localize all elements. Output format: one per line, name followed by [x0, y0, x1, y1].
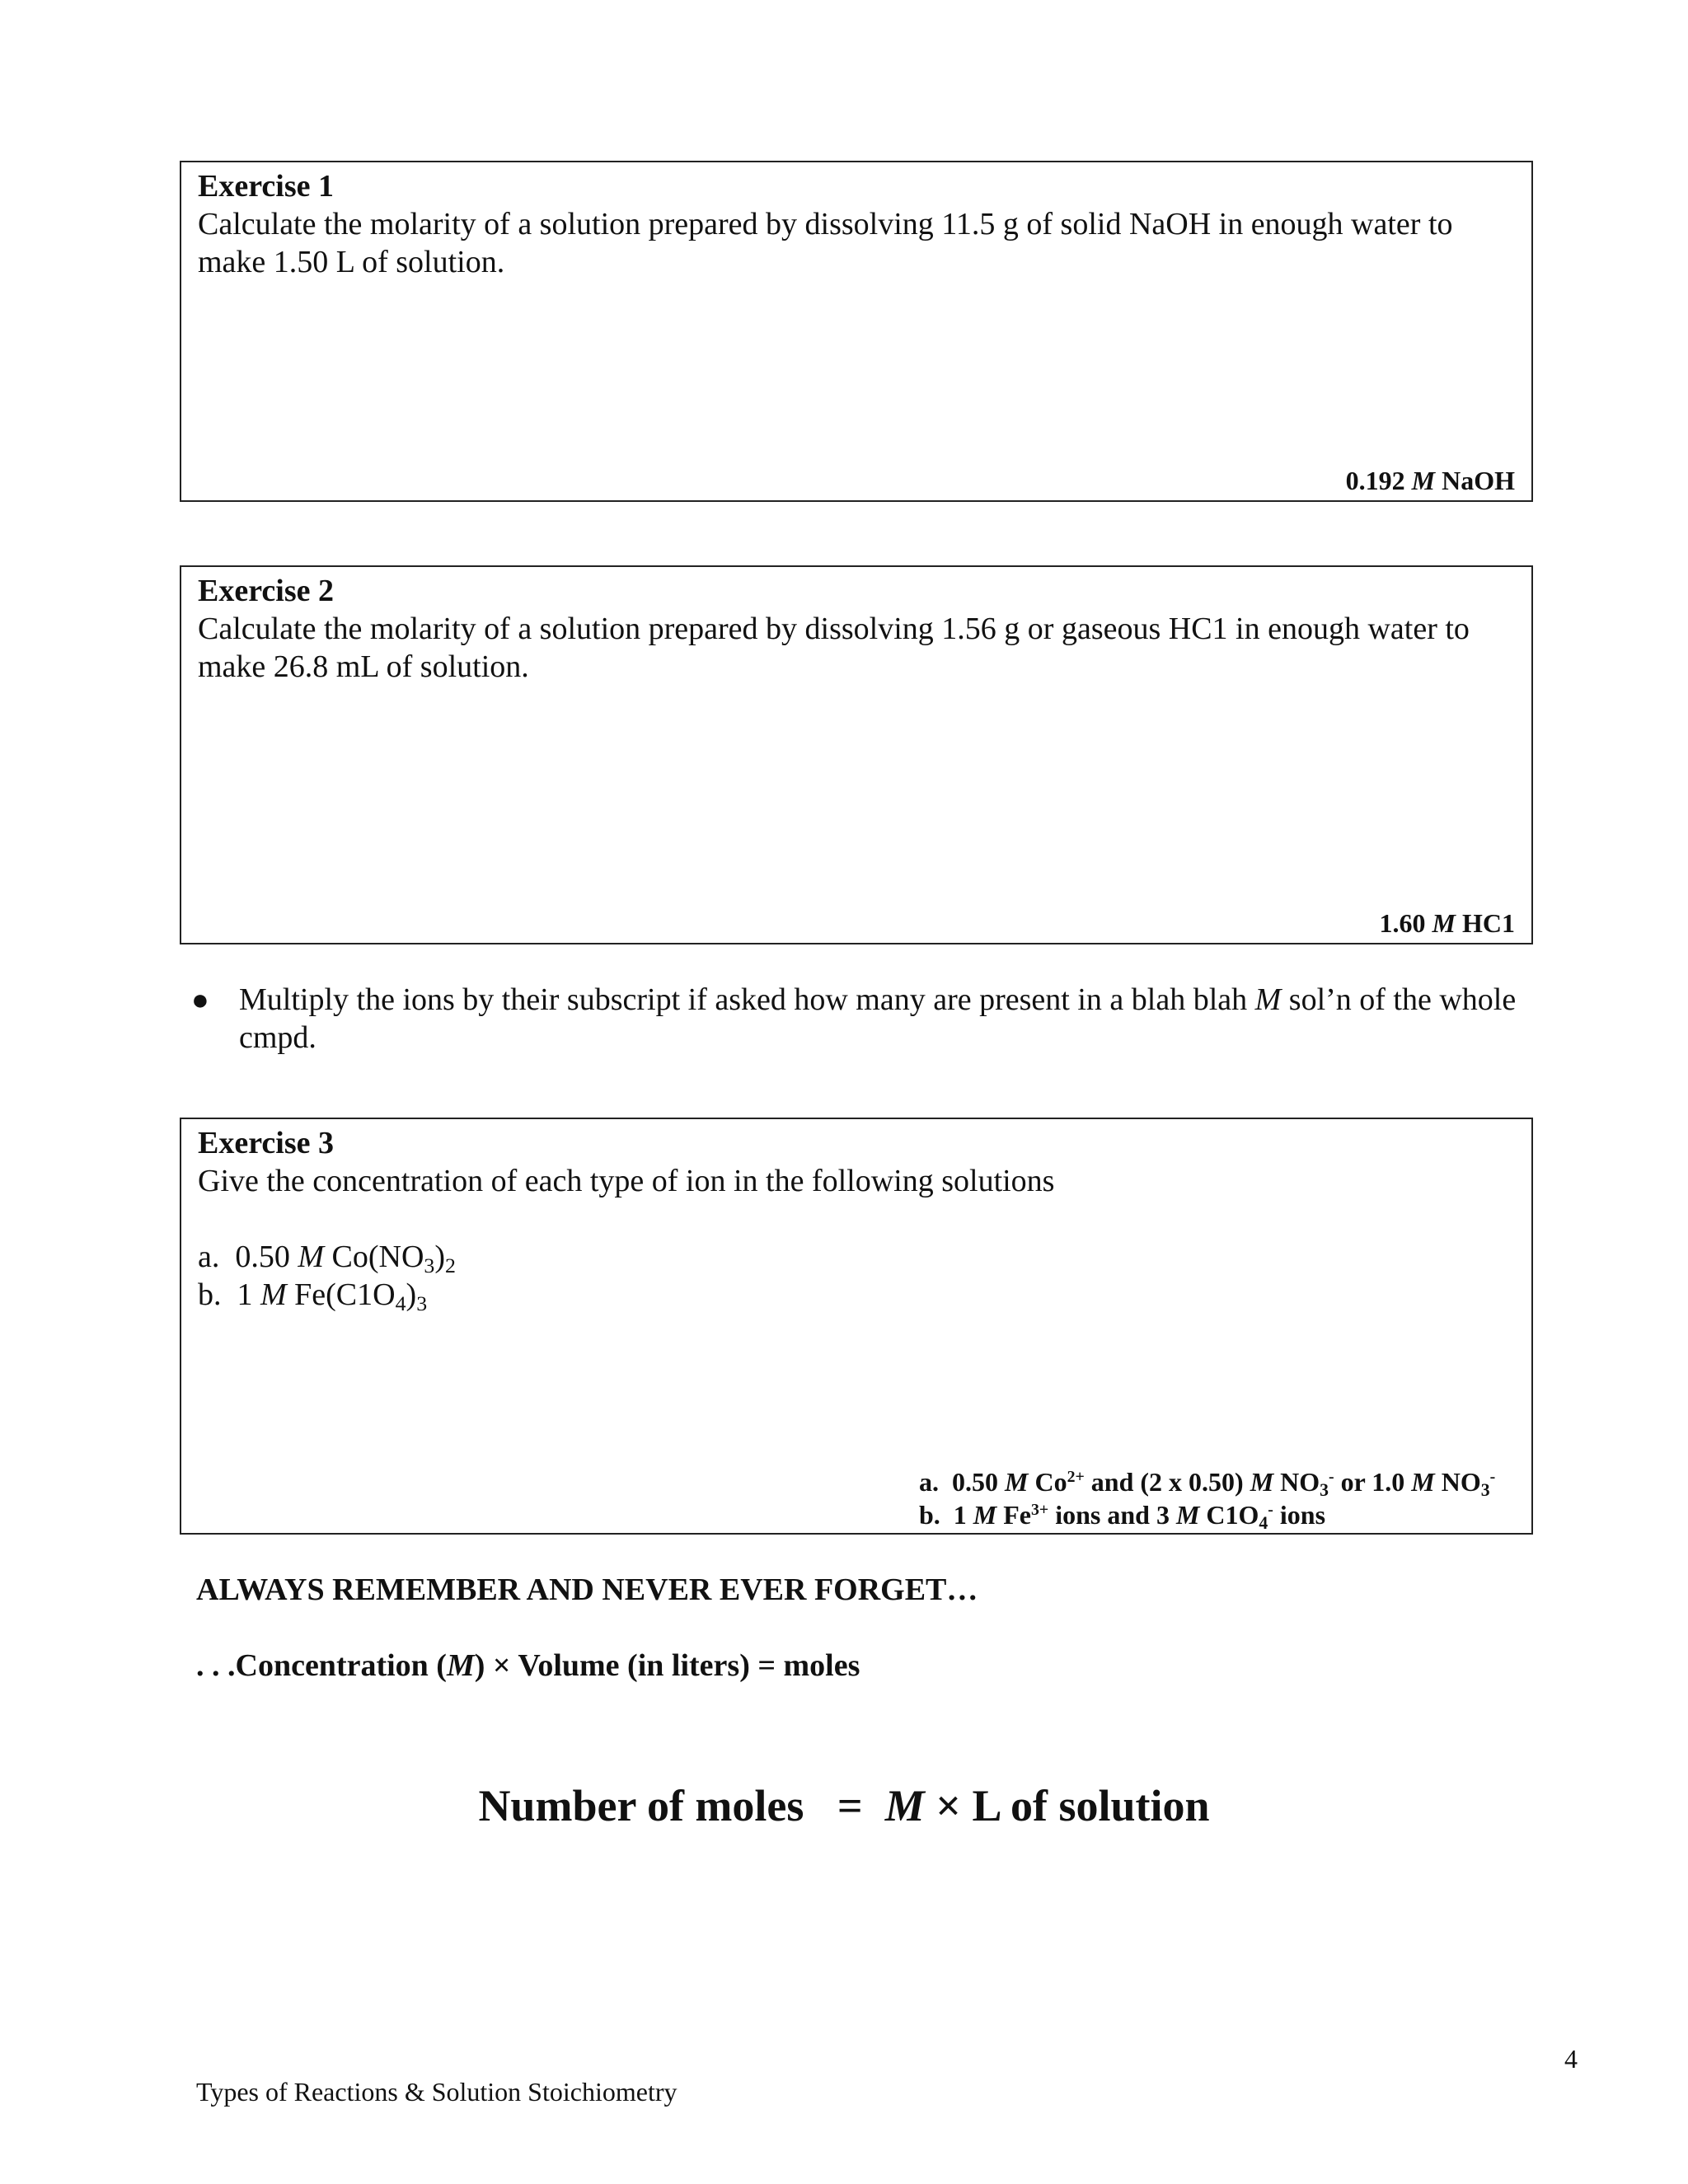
item-label: b.	[198, 1277, 222, 1312]
answer-ion: Fe	[1003, 1500, 1031, 1530]
answer-text: ions and 3	[1055, 1500, 1170, 1530]
page-number: 4	[1564, 2044, 1578, 2074]
answer-unit: M	[1005, 1467, 1029, 1497]
reminder-formula	[196, 1647, 860, 1685]
item-paren: )	[406, 1277, 417, 1312]
answer-value: 0.50	[952, 1467, 998, 1497]
exercise-2-text: Calculate the molarity of a solution prepared by dissolving 1.56 g or gaseous HC1 in enough water to make 26.8 mL of solution.	[198, 612, 1470, 684]
answer-label: b.	[919, 1500, 940, 1530]
item-compound: Fe(C1O	[294, 1277, 396, 1312]
exercise-3-box	[180, 1118, 1533, 1535]
item-subscript: 3	[416, 1291, 428, 1316]
answer-line-b	[919, 1498, 1495, 1534]
answer-charge: -	[1268, 1501, 1273, 1520]
answer-unit: M	[1432, 908, 1456, 938]
answer-line-a	[919, 1465, 1496, 1501]
answer-unit: M	[1250, 1467, 1274, 1497]
answer-subscript: 3	[1480, 1480, 1490, 1501]
big-equation	[0, 1780, 1688, 1831]
answer-value: 1.60	[1379, 908, 1426, 938]
exercise-1-box	[180, 161, 1533, 502]
exercise-3-item-b	[198, 1276, 1515, 1314]
reminder-heading: ALWAYS REMEMBER AND NEVER EVER FORGET…	[196, 1572, 978, 1607]
answer-text: and (2 x 0.50)	[1090, 1467, 1244, 1497]
page-footer: Types of Reactions & Solution Stoichiometry	[196, 2077, 678, 2107]
item-unit: M	[260, 1277, 287, 1312]
item-unit: M	[298, 1240, 325, 1274]
answer-unit: M	[1175, 1500, 1200, 1530]
answer-unit: M	[973, 1500, 997, 1530]
answer-ion: Co	[1034, 1467, 1067, 1497]
item-compound: Co(NO	[331, 1240, 424, 1274]
item-subscript: 2	[445, 1254, 456, 1278]
answer-value: 1	[953, 1500, 967, 1530]
exercise-3-title: Exercise 3	[198, 1126, 334, 1160]
answer-text: ions	[1279, 1500, 1326, 1530]
answer-unit: M	[1411, 1467, 1435, 1497]
item-value: 1	[237, 1277, 253, 1312]
answer-charge: 2+	[1067, 1468, 1085, 1487]
formula-prefix: . . .Concentration (	[196, 1648, 447, 1683]
answer-charge: 3+	[1031, 1501, 1049, 1520]
equation-left: Number of moles	[478, 1781, 804, 1830]
item-subscript: 3	[424, 1254, 435, 1278]
equation-right: × L of solution	[935, 1781, 1210, 1830]
equation-equals: =	[837, 1781, 863, 1830]
answer-unit: M	[1411, 466, 1436, 495]
exercise-2-title: Exercise 2	[198, 574, 334, 608]
bullet-text-end: sol’n of the whole cmpd.	[239, 982, 1517, 1055]
exercise-2-answer	[1380, 907, 1515, 940]
answer-value: 0.192	[1345, 466, 1405, 495]
bullet-unit: M	[1254, 982, 1282, 1017]
exercise-3-answer	[919, 1465, 1496, 1534]
bullet-note	[191, 981, 1525, 1057]
answer-species: HC1	[1462, 908, 1515, 938]
equation-unit: M	[884, 1781, 925, 1830]
bullet-dot-icon: ●	[191, 983, 209, 1016]
answer-charge: -	[1489, 1468, 1496, 1487]
answer-ion: NO	[1280, 1467, 1320, 1497]
answer-species: NaOH	[1442, 466, 1515, 495]
item-paren: )	[434, 1240, 445, 1274]
exercise-2-box	[180, 565, 1533, 944]
answer-charge: -	[1329, 1468, 1334, 1487]
answer-subscript: 3	[1320, 1480, 1329, 1501]
formula-unit: M	[446, 1648, 475, 1683]
bullet-text-start: Multiply the ions by their subscript if asked how many are present in a blah blah	[239, 982, 1248, 1017]
item-value: 0.50	[235, 1240, 290, 1274]
answer-ion: C1O	[1206, 1500, 1259, 1530]
answer-text: or 1.0	[1340, 1467, 1405, 1497]
exercise-1-answer	[1346, 464, 1515, 497]
exercise-1-text: Calculate the molarity of a solution prepared by dissolving 11.5 g of solid NaOH in enough water to make 1.50 L of solution.	[198, 207, 1453, 279]
formula-suffix: ) × Volume (in liters) = moles	[474, 1648, 860, 1683]
answer-subscript: 4	[1259, 1513, 1268, 1534]
item-subscript: 4	[395, 1291, 406, 1316]
exercise-3-item-a	[198, 1238, 1515, 1276]
answer-label: a.	[919, 1467, 939, 1497]
answer-ion: NO	[1441, 1467, 1481, 1497]
exercise-1-title: Exercise 1	[198, 169, 334, 204]
item-label: a.	[198, 1240, 220, 1274]
exercise-3-text: Give the concentration of each type of ion in the following solutions	[198, 1164, 1055, 1198]
